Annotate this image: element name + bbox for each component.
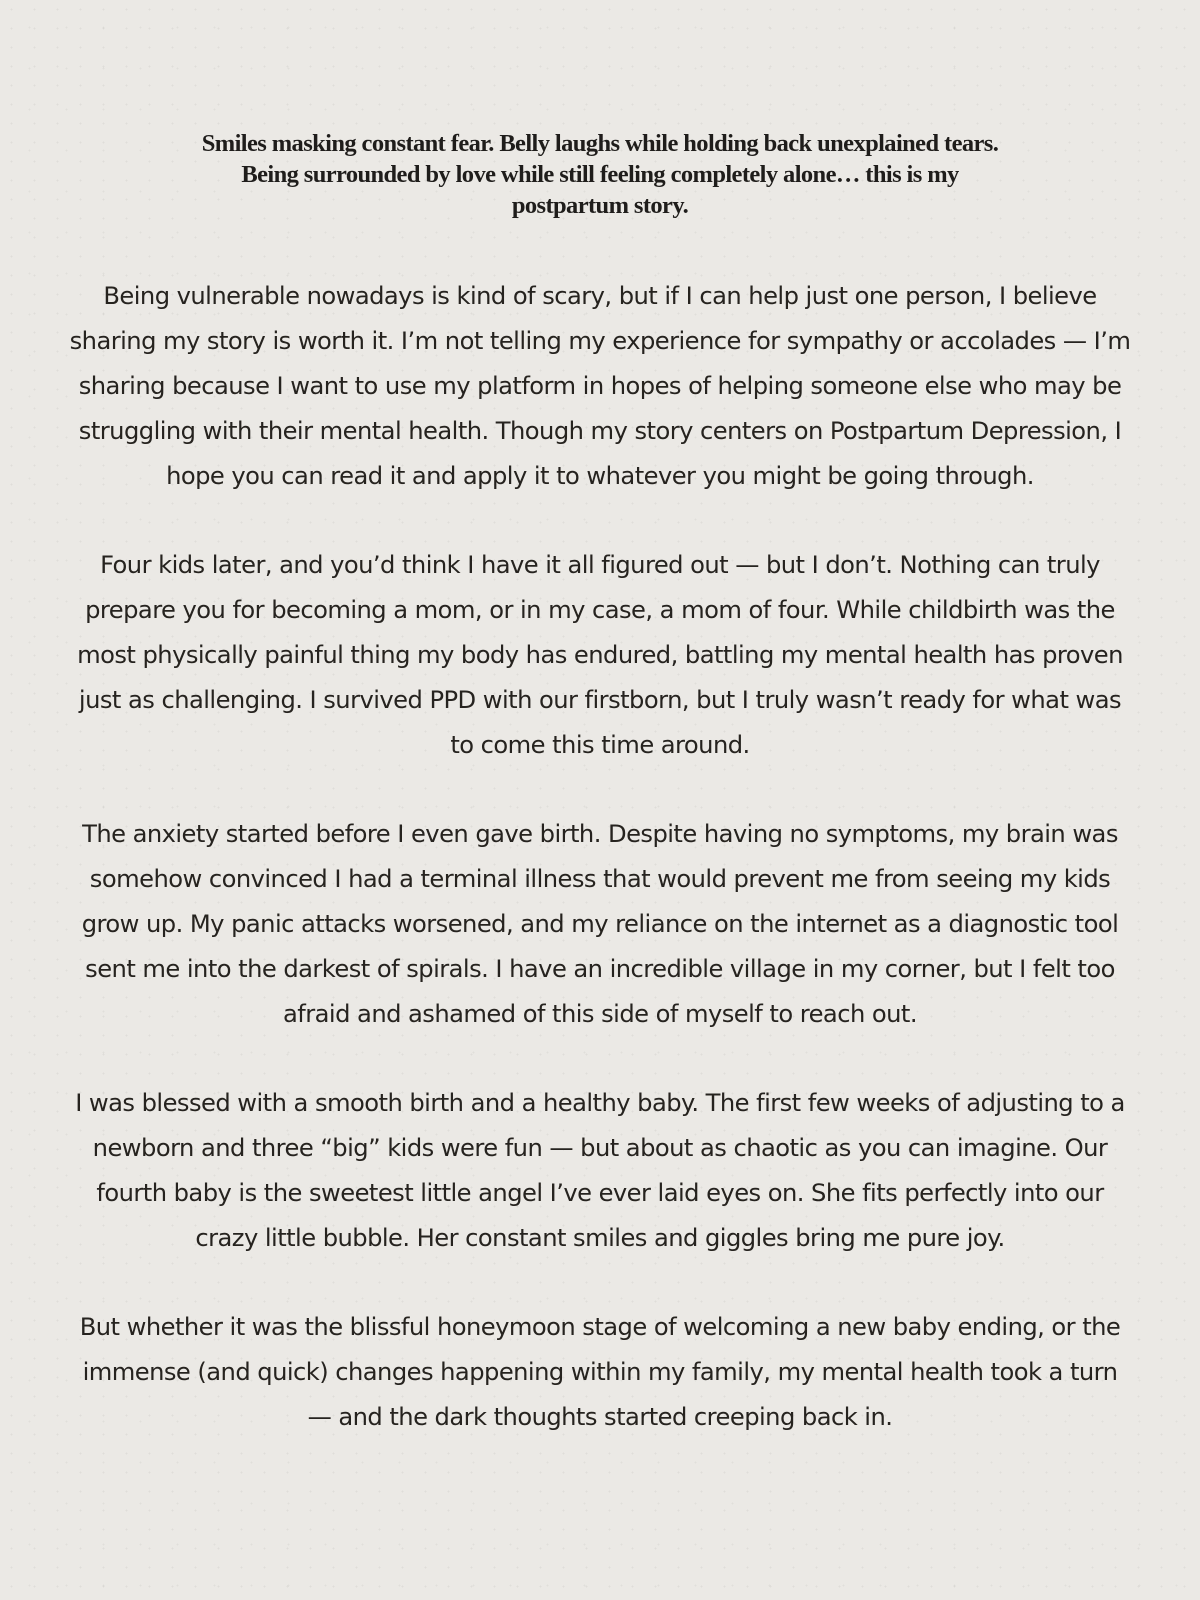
paragraph-line: But whether it was the blissful honeymoon stage of welcoming a new baby ending, or the — [79, 1313, 1121, 1341]
paragraph-line: I was blessed with a smooth birth and a healthy baby. The first few weeks of adjusting to a — [75, 1089, 1125, 1117]
headline-line: Smiles masking constant fear. Belly laughs while holding back unexplained tears. — [201, 130, 999, 157]
paragraph-line: crazy little bubble. Her constant smiles and giggles bring me pure joy. — [195, 1224, 1005, 1252]
paragraph-birth — [4, 1081, 1196, 1261]
paragraph-line: grow up. My panic attacks worsened, and my reliance on the internet as a diagnostic tool — [81, 910, 1119, 938]
paragraph-line: struggling with their mental health. Though my story centers on Postpartum Depression, I — [78, 417, 1122, 445]
paragraph-anxiety — [4, 812, 1196, 1037]
paragraph-line: immense (and quick) changes happening within my family, my mental health took a turn — [82, 1358, 1118, 1386]
paragraph-line: fourth baby is the sweetest little angel I’ve ever laid eyes on. She fits perfectly into our — [96, 1179, 1104, 1207]
paragraph-line: Being vulnerable nowadays is kind of scary, but if I can help just one person, I believe — [103, 282, 1097, 310]
headline-line: postpartum story. — [511, 192, 689, 219]
paragraph-line: prepare you for becoming a mom, or in my case, a mom of four. While childbirth was the — [85, 596, 1115, 624]
paragraph-line: somehow convinced I had a terminal illness that would prevent me from seeing my kids — [89, 865, 1111, 893]
paragraph-line: sharing my story is worth it. I’m not telling my experience for sympathy or accolades — I’m — [69, 327, 1131, 355]
paragraph-line: sharing because I want to use my platform in hopes of helping someone else who may be — [78, 372, 1122, 400]
story-body — [4, 274, 1196, 1484]
paragraph-line: Four kids later, and you’d think I have it all figured out — but I don’t. Nothing can truly — [100, 551, 1100, 579]
paragraph-line: — and the dark thoughts started creeping back in. — [307, 1403, 893, 1431]
paragraph-line: just as challenging. I survived PPD with our firstborn, but I truly wasn’t ready for what was — [78, 686, 1122, 714]
paragraph-line: afraid and ashamed of this side of myself to reach out. — [283, 1000, 917, 1028]
paragraph-line: most physically painful thing my body has endured, battling my mental health has proven — [77, 641, 1123, 669]
paragraph-line: to come this time around. — [450, 731, 750, 759]
paragraph-line: hope you can read it and apply it to whatever you might be going through. — [166, 462, 1034, 490]
paragraph-vulnerability — [4, 274, 1196, 499]
paragraph-line: newborn and three “big” kids were fun — but about as chaotic as you can imagine. Our — [92, 1134, 1108, 1162]
paragraph-four-kids — [4, 543, 1196, 768]
headline-line: Being surrounded by love while still feeling completely alone… this is my — [241, 161, 959, 188]
paragraph-turn — [4, 1305, 1196, 1440]
paragraph-line: The anxiety started before I even gave birth. Despite having no symptoms, my brain was — [82, 820, 1118, 848]
paragraph-line: sent me into the darkest of spirals. I have an incredible village in my corner, but I felt too — [85, 955, 1115, 983]
story-headline — [100, 128, 1100, 221]
